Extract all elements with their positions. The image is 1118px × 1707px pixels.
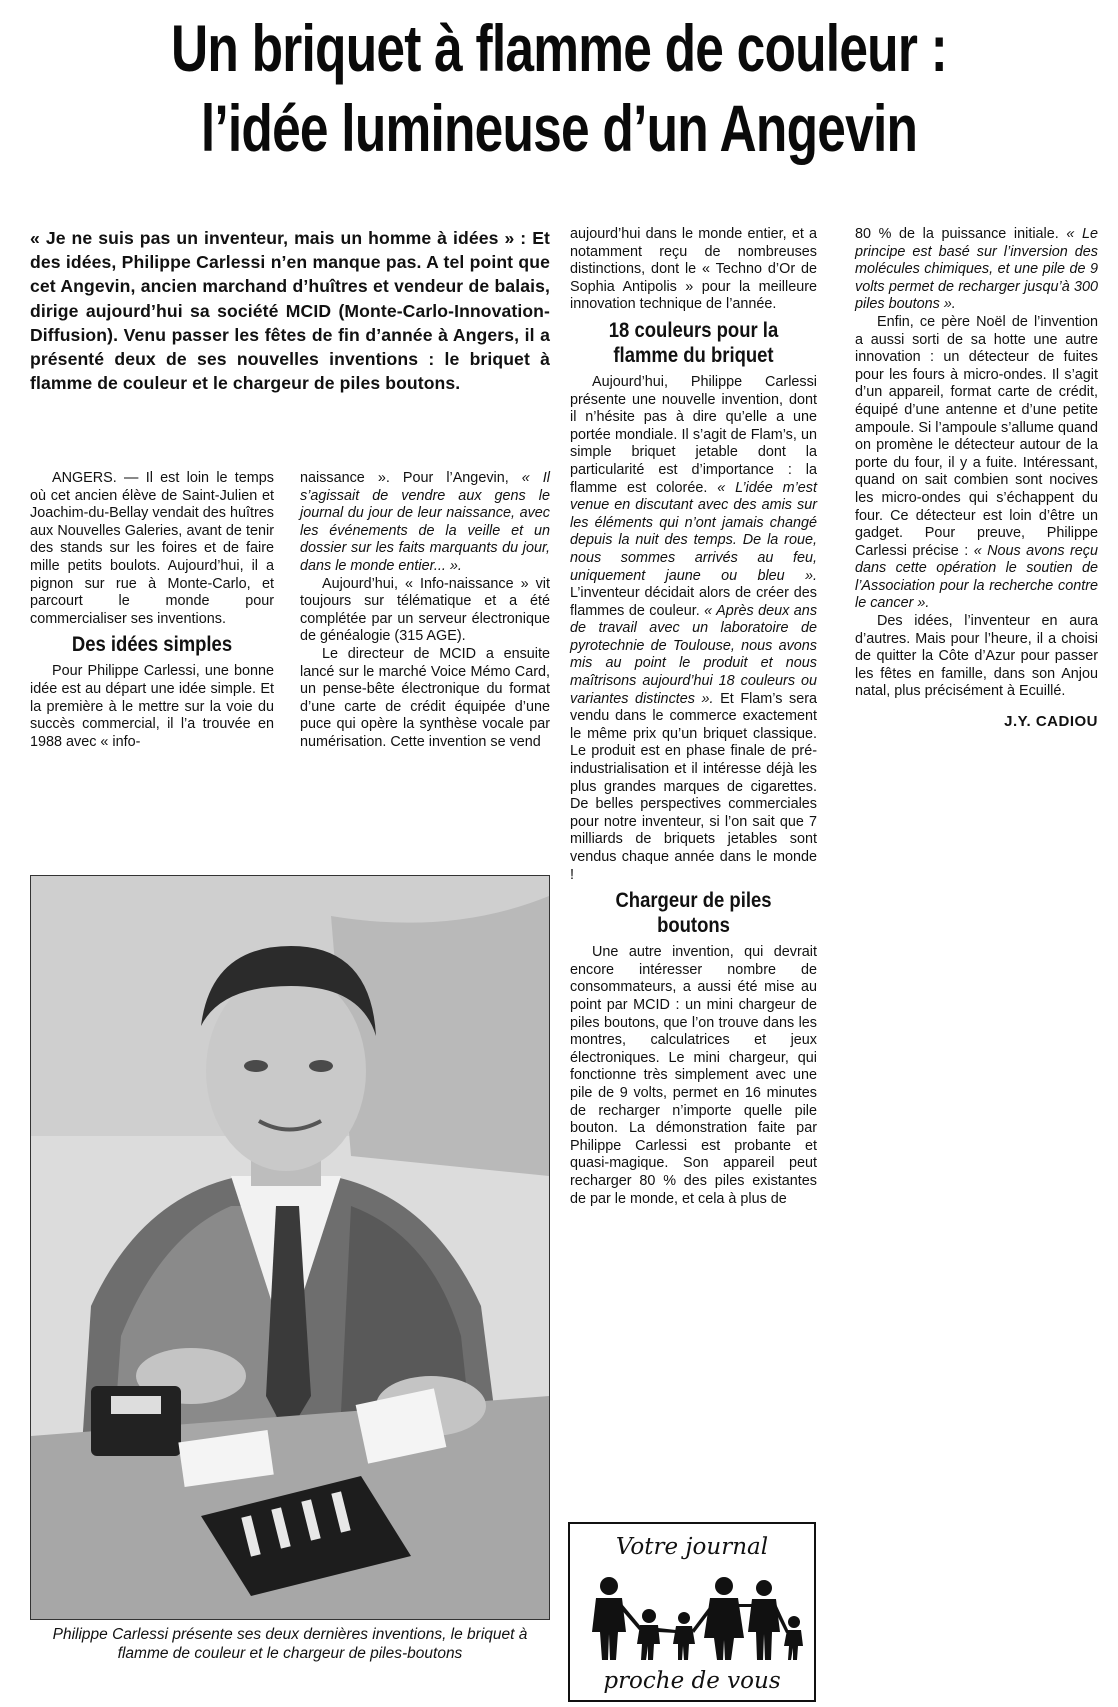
photo-illustration <box>31 876 549 1619</box>
logo-votre-journal <box>568 1522 816 1702</box>
logo-text-top: Votre journal <box>615 1534 769 1560</box>
column-4 <box>855 226 1098 731</box>
subhead-idees-simples: Des idées simples <box>71 633 233 657</box>
headline-line-1: Un briquet à flamme de couleur : <box>171 11 947 85</box>
logo-text-bottom: proche de vous <box>603 1668 781 1694</box>
col1-paragraph-2: Pour Philippe Carlessi, une bonne idée est au départ une idée simple. Et la première à le mettre sur la voie du succès commercial, il l’a trouvée en 1988 avec « info- <box>30 663 274 750</box>
col2-quote-1: « Il s’agissait de vendre aux gens le journal du jour de leur naissance, avec les événements de la veille et un dossier sur les faits marquants du jour, dans le monde entier... ». <box>300 470 551 574</box>
col2-paragraph-2: Aujourd’hui, « Info-naissance » vit toujours sur télématique et a été complétée par un serveur électronique de généalogie (315 AGE). <box>300 575 550 645</box>
col4-quote-1b: « Le principe est basé sur l’inversion des molécules chimiques, et une pile de 9 volts permet de recharger jusqu’à 300 piles boutons ». <box>855 226 1098 313</box>
col3-quote-2b: « L’idée m’est venue en discutant avec des amis sur les éléments qui n’ont jamais changé depuis la nuit des temps. De la roue, nous sommes arrivés au feu, uniquement jaune ou bleu ». <box>570 479 817 584</box>
col3-text-2e: Et Flam’s sera vendu dans le commerce exactement le même prix qu’un briquet classique. Le produit est en phase finale de pré-industrialisation et il intéresse déjà les plus grandes marques de cigarettes. De belles perspectives commerciales pour notre inventeur, si l’on sait que 7 milliards de briquets jetables sont vendus chaque année dans le monde ! <box>570 690 818 883</box>
subhead-18-couleurs: 18 couleurs pour la flamme du briquet <box>608 318 779 367</box>
subhead-chargeur: Chargeur de piles boutons <box>615 889 772 938</box>
col4-paragraph-3: Des idées, l’inventeur en aura d’autres. Mais pour l’heure, il a choisi de quitter la Côte d’Azur pour passer les fêtes en famille, dans son Anjou natal, plus précisément à Ecuillé. <box>855 613 1098 700</box>
col3-text-2c: L’inventeur décidait alors de créer des flammes de couleur. <box>570 585 817 619</box>
col4-quote-2b: « Nous avons reçu dans cette opération le soutien de l’Association pour la recherche contre le cancer ». <box>855 542 1098 612</box>
headline-line-2: l’idée lumineuse d’un Angevin <box>200 91 918 165</box>
col2-paragraph-1 <box>300 470 550 576</box>
column-3 <box>570 226 817 1208</box>
column-1 <box>30 470 274 751</box>
headline <box>123 8 995 168</box>
photo-caption: Philippe Carlessi présente ses deux dernières inventions, le briquet à flamme de couleur et le chargeur de piles-boutons <box>52 1626 528 1662</box>
col3-quote-2d: « Après deux ans de travail avec un laboratoire de pyrotechnie de Toulouse, nous avons mis au point le produit et nous maîtrisons aujourd’hui 18 couleurs ou variantes distinctes ». <box>570 602 818 707</box>
col4-paragraph-2 <box>855 314 1098 613</box>
photo-inventor <box>30 875 550 1620</box>
col3-paragraph-1: aujourd’hui dans le monde entier, et a notamment reçu de nombreuses distinctions, dont le « Techno d’Or de Sophia Antipolis » pour la meilleure innovation technique de l’année. <box>570 226 817 313</box>
col4-text-2a: Enfin, ce père Noël de l’invention a aussi sorti de sa hotte une autre innovation : un détecteur de fuites pour les fours à micro-ondes. Il s’agit d’un appareil, format carte de crédit, équipé d’une antenne et d’une petite ampoule. Si l’ampoule s’allume quand on promène le détecteur autour de la porte du four, il y a fuite. Intéressant, quand on sait combien sont nocives les micro-ondes qui s’échappent du four. Ce détecteur est loin d’être un gadget. Pour preuve, Philippe Carlessi précise : <box>855 313 1098 559</box>
col4-paragraph-1 <box>855 226 1098 314</box>
column-2 <box>300 470 550 752</box>
col1-paragraph-1: ANGERS. — Il est loin le temps où cet ancien élève de Saint-Julien et Joachim-du-Bellay vendait des huîtres aux Nouvelles Galeries, avant de tenir des stands sur les foires et de faire mille petits boulots. Aujourd’hui, il a pignon sur rue à Monte-Carlo, et parcourt le monde pour commercialiser ses inventions. <box>30 470 274 627</box>
lead-paragraph: « Je ne suis pas un inventeur, mais un homme à idées » : Et des idées, Philippe Carlessi n’en manque pas. A tel point que cet Angevin, ancien marchand d’huîtres et vendeur de balais, dirige aujourd’hui sa société MCID (Monte-Carlo-Innovation-Diffusion). Venu passer les fêtes de fin d’année à Angers, il a présenté deux de ses nouvelles inventions : le briquet à flamme de couleur et le chargeur de piles boutons. <box>30 228 550 394</box>
col3-paragraph-3: Une autre invention, qui devrait encore intéresser nombre de consommateurs, a aussi été mise au point par MCID : un mini chargeur de piles boutons, que l’on trouve dans les montres, calculatrices et jeux électroniques. Le mini chargeur, qui fonctionne très simplement avec une pile de 9 volts, permet en 16 minutes de recharger n’importe quelle pile bouton. La démonstration faite par Philippe Carlessi est probante et quasi-magique. Son appareil peut recharger 80 % des piles existantes de par le monde, et cela à plus de <box>570 944 817 1207</box>
family-silhouette-icon <box>584 1572 804 1662</box>
col2-text-1a: naissance ». Pour l’Angevin, <box>300 470 509 486</box>
col2-paragraph-3: Le directeur de MCID a ensuite lancé sur le marché Voice Mémo Card, un pense-bête électronique du format d’une carte de crédit équipée d’une puce qui opère la synthèse vocale par numérisation. Cette invention se vend <box>300 645 550 750</box>
col4-text-1a: 80 % de la puissance initiale. <box>855 226 1059 242</box>
byline: J.Y. CADIOU <box>1004 713 1098 731</box>
col3-text-2a: Aujourd’hui, Philippe Carlessi présente une nouvelle invention, dont il n’hésite pas à dire qu’elle a une portée mondiale. Il s’agit de Flam’s, un simple briquet jetable dont la particularité est d’importance : la flamme est colorée. <box>570 373 817 496</box>
col3-paragraph-2 <box>570 374 817 884</box>
